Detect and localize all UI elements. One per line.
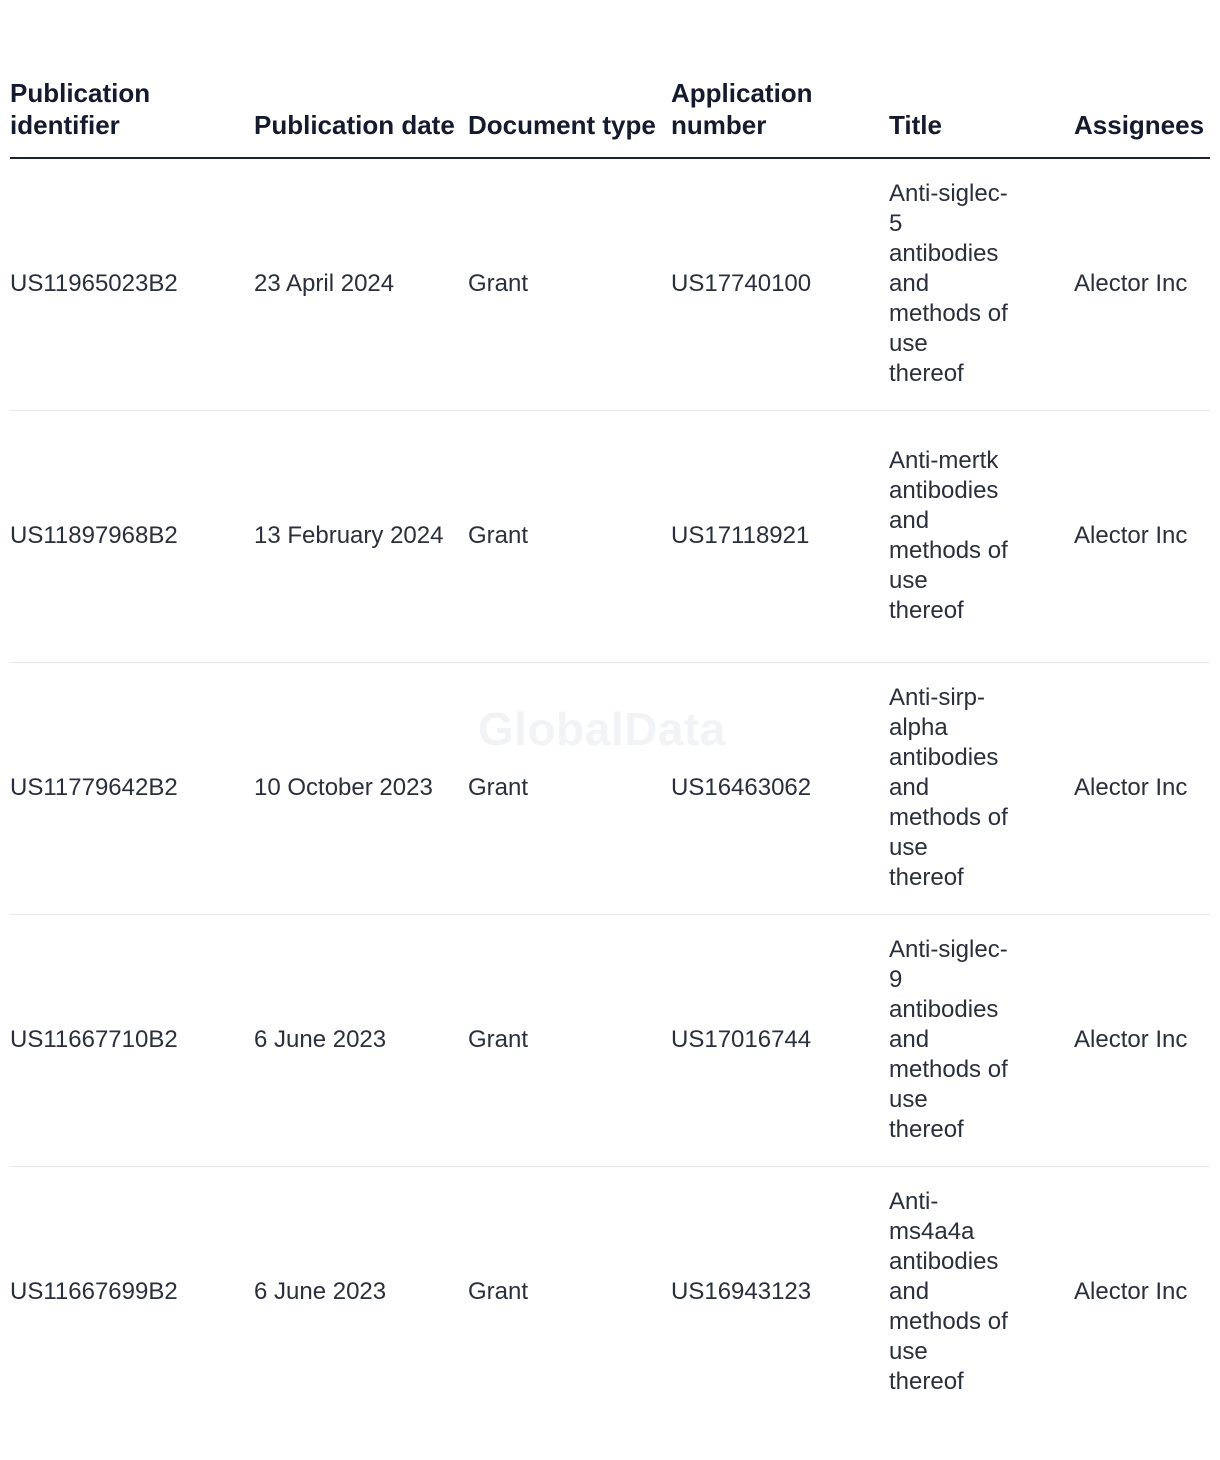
assignees-text: Alector Inc: [1074, 1278, 1188, 1306]
table-row: [10, 410, 1210, 662]
title-text: Anti-siglec-9 antibodies and methods of use thereof: [889, 936, 1008, 1143]
document-type-text: Grant: [468, 270, 529, 298]
cell-application-number: [671, 1166, 889, 1418]
table-row: [10, 1166, 1210, 1418]
column-header-publication-identifier: [10, 0, 254, 158]
column-header-assignees: [1074, 0, 1210, 158]
column-header-application-number: [671, 0, 889, 158]
table-header: [10, 0, 1210, 158]
cell-assignees: [1074, 410, 1210, 662]
column-header-label: Document type: [468, 110, 656, 140]
cell-title: [889, 158, 1074, 410]
cell-publication-date: [254, 662, 468, 914]
cell-document-type: [468, 662, 671, 914]
cell-assignees: [1074, 1166, 1210, 1418]
assignees-text: Alector Inc: [1074, 774, 1188, 801]
column-header-label: Application number: [671, 78, 813, 140]
cell-application-number: [671, 662, 889, 914]
cell-publication-identifier: [10, 1166, 254, 1418]
document-type-text: Grant: [468, 522, 529, 549]
publication-identifier-text: US11897968B2: [10, 522, 178, 549]
cell-publication-date: [254, 410, 468, 662]
column-header-title: [889, 0, 1074, 158]
publication-identifier-text: US11667710B2: [10, 1026, 178, 1053]
title-text: Anti-ms4a4a antibodies and methods of use thereof: [889, 1188, 1008, 1396]
document-type-text: Grant: [468, 774, 529, 801]
globaldata-watermark: GlobalData: [478, 703, 726, 755]
cell-assignees: [1074, 662, 1210, 914]
cell-title: [889, 914, 1074, 1166]
publication-date-text: 23 April 2024: [254, 270, 395, 298]
cell-document-type: [468, 1166, 671, 1418]
assignees-text: Alector Inc: [1074, 522, 1188, 549]
cell-document-type: [468, 410, 671, 662]
patent-table-container: [10, 0, 1210, 1418]
cell-application-number: [671, 158, 889, 410]
cell-publication-identifier: [10, 158, 254, 410]
cell-publication-identifier: [10, 914, 254, 1166]
cell-document-type: [468, 914, 671, 1166]
cell-publication-identifier: [10, 662, 254, 914]
column-header-label: Title: [889, 110, 942, 140]
application-number-text: US16463062: [671, 774, 812, 801]
patent-publications-table: [10, 0, 1210, 1418]
cell-title: [889, 1166, 1074, 1418]
column-header-label: Publication date: [254, 110, 455, 140]
column-header-publication-date: [254, 0, 468, 158]
cell-assignees: [1074, 914, 1210, 1166]
cell-document-type: [468, 158, 671, 410]
table-body: [10, 158, 1210, 1418]
publication-identifier-text: US11667699B2: [10, 1278, 178, 1306]
publication-date-text: 13 February 2024: [254, 522, 444, 549]
assignees-text: Alector Inc: [1074, 270, 1188, 298]
cell-title: [889, 662, 1074, 914]
table-row: [10, 158, 1210, 410]
column-header-label: Publication identifier: [10, 78, 151, 140]
publication-date-text: 6 June 2023: [254, 1278, 387, 1306]
publication-date-text: 10 October 2023: [254, 774, 433, 801]
application-number-text: US17740100: [671, 270, 812, 298]
cell-application-number: [671, 410, 889, 662]
assignees-text: Alector Inc: [1074, 1026, 1188, 1053]
cell-title: [889, 410, 1074, 662]
publication-identifier-text: US11779642B2: [10, 774, 178, 801]
table-row: [10, 914, 1210, 1166]
cell-assignees: [1074, 158, 1210, 410]
table-row: [10, 662, 1210, 914]
cell-application-number: [671, 914, 889, 1166]
publication-identifier-text: US11965023B2: [10, 270, 178, 298]
title-text: Anti-mertk antibodies and methods of use thereof: [889, 447, 1008, 624]
header-row: [10, 0, 1210, 158]
cell-publication-date: [254, 914, 468, 1166]
application-number-text: US16943123: [671, 1278, 812, 1306]
column-header-document-type: [468, 0, 671, 158]
title-text: Anti-sirp-alpha antibodies and methods of use thereof: [889, 684, 1008, 891]
cell-publication-date: [254, 1166, 468, 1418]
title-text: Anti-siglec-5 antibodies and methods of use thereof: [889, 180, 1008, 388]
cell-publication-identifier: [10, 410, 254, 662]
column-header-label: Assignees: [1074, 110, 1205, 140]
document-type-text: Grant: [468, 1026, 529, 1053]
document-type-text: Grant: [468, 1278, 529, 1306]
publication-date-text: 6 June 2023: [254, 1026, 387, 1053]
cell-publication-date: [254, 158, 468, 410]
application-number-text: US17118921: [671, 522, 810, 549]
application-number-text: US17016744: [671, 1026, 812, 1053]
